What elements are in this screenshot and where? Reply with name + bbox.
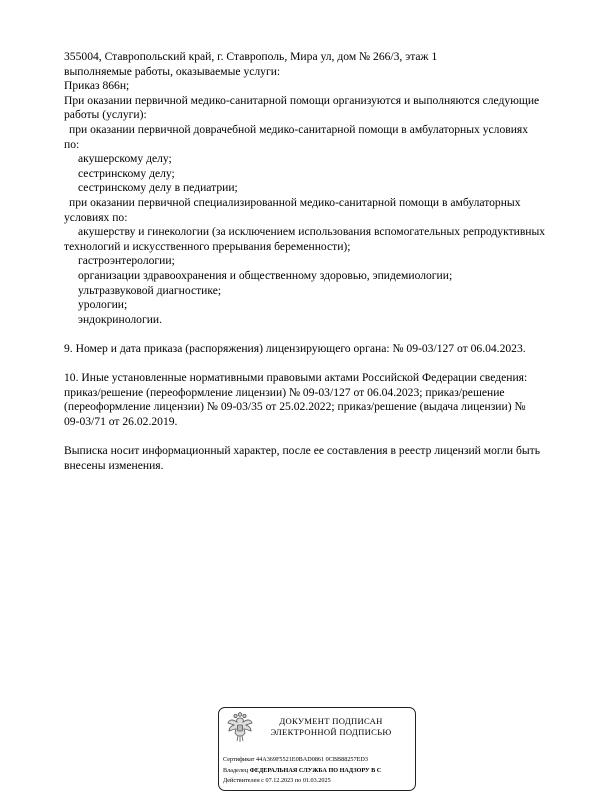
- document-line: технологий и искусственного прерывания беременности);: [64, 239, 351, 253]
- blank-line: [64, 327, 564, 342]
- document-line: при оказании первичной специализированной медико-санитарной помощи в амбулаторных: [69, 195, 521, 209]
- document-line: сестринскому делу;: [78, 166, 175, 180]
- document-line: эндокринологии.: [78, 312, 163, 326]
- document-line: акушерскому делу;: [78, 152, 172, 166]
- stamp-title-line2: ЭЛЕКТРОННОЙ ПОДПИСЬЮ: [270, 726, 392, 737]
- stamp-certificate: Сертификат 44A369F5521E0BAD0861 0CBB88257ED3: [223, 756, 368, 763]
- blank-line: [64, 356, 564, 371]
- document-line: При оказании первичной медико-санитарной помощи организуются и выполняются следующие: [64, 93, 540, 107]
- document-line: условиях по:: [64, 210, 128, 224]
- document-line: 9. Номер и дата приказа (распоряжения) лицензирующего органа: № 09-03/127 от 06.04.2023.: [64, 341, 526, 355]
- stamp-details: [223, 755, 416, 787]
- stamp-owner: Владелец ФЕДЕРАЛЬНАЯ СЛУЖБА ПО НАДЗОРУ В С: [223, 766, 382, 774]
- document-line: сестринскому делу в педиатрии;: [78, 181, 238, 195]
- document-line: приказ/решение (переоформление лицензии) № 09-03/127 от 06.04.2023; приказ/решение: [64, 385, 505, 399]
- document-line: урологии;: [78, 298, 128, 312]
- stamp-title: [257, 716, 405, 737]
- document-line: по:: [64, 137, 80, 151]
- stamp-title-line1: ДОКУМЕНТ ПОДПИСАН: [279, 716, 383, 726]
- document-line: выполняемые работы, оказываемые услуги:: [64, 64, 281, 78]
- document-line: ультразвуковой диагностике;: [78, 283, 222, 297]
- document-line: 09-03/71 от 26.02.2019.: [64, 414, 178, 428]
- document-line: Выписка носит информационный характер, после ее составления в реестр лицензий могли быть: [64, 444, 540, 458]
- document-line: 355004, Ставропольский край, г. Ставрополь, Мира ул, дом № 266/3, этаж 1: [64, 50, 438, 63]
- document-line: работы (услуги):: [64, 108, 147, 122]
- stamp-validity: Действителен с 07.12.2023 по 01.03.2025: [223, 777, 331, 784]
- document-line: (переоформление лицензии) № 09-03/35 от 25.02.2022; приказ/решение (выдача лицензии) №: [64, 400, 526, 414]
- coat-of-arms-icon: [225, 712, 255, 744]
- document-line: акушерству и гинекологии (за исключением использования вспомогательных репродуктивных: [78, 225, 546, 239]
- blank-line: [64, 429, 564, 444]
- document-line: гастроэнтерологии;: [78, 254, 175, 268]
- document-line: при оказании первичной доврачебной медико-санитарной помощи в амбулаторных условиях: [69, 122, 529, 136]
- document-line: 10. Иные установленные нормативными правовыми актами Российской Федерации сведения:: [64, 371, 528, 385]
- document-line: внесены изменения.: [64, 458, 164, 472]
- document-body: [64, 50, 564, 473]
- electronic-signature-stamp: [218, 707, 416, 791]
- document-line: организации здравоохранения и общественному здоровью, эпидемиологии;: [78, 268, 453, 282]
- document-line: Приказ 866н;: [64, 79, 130, 93]
